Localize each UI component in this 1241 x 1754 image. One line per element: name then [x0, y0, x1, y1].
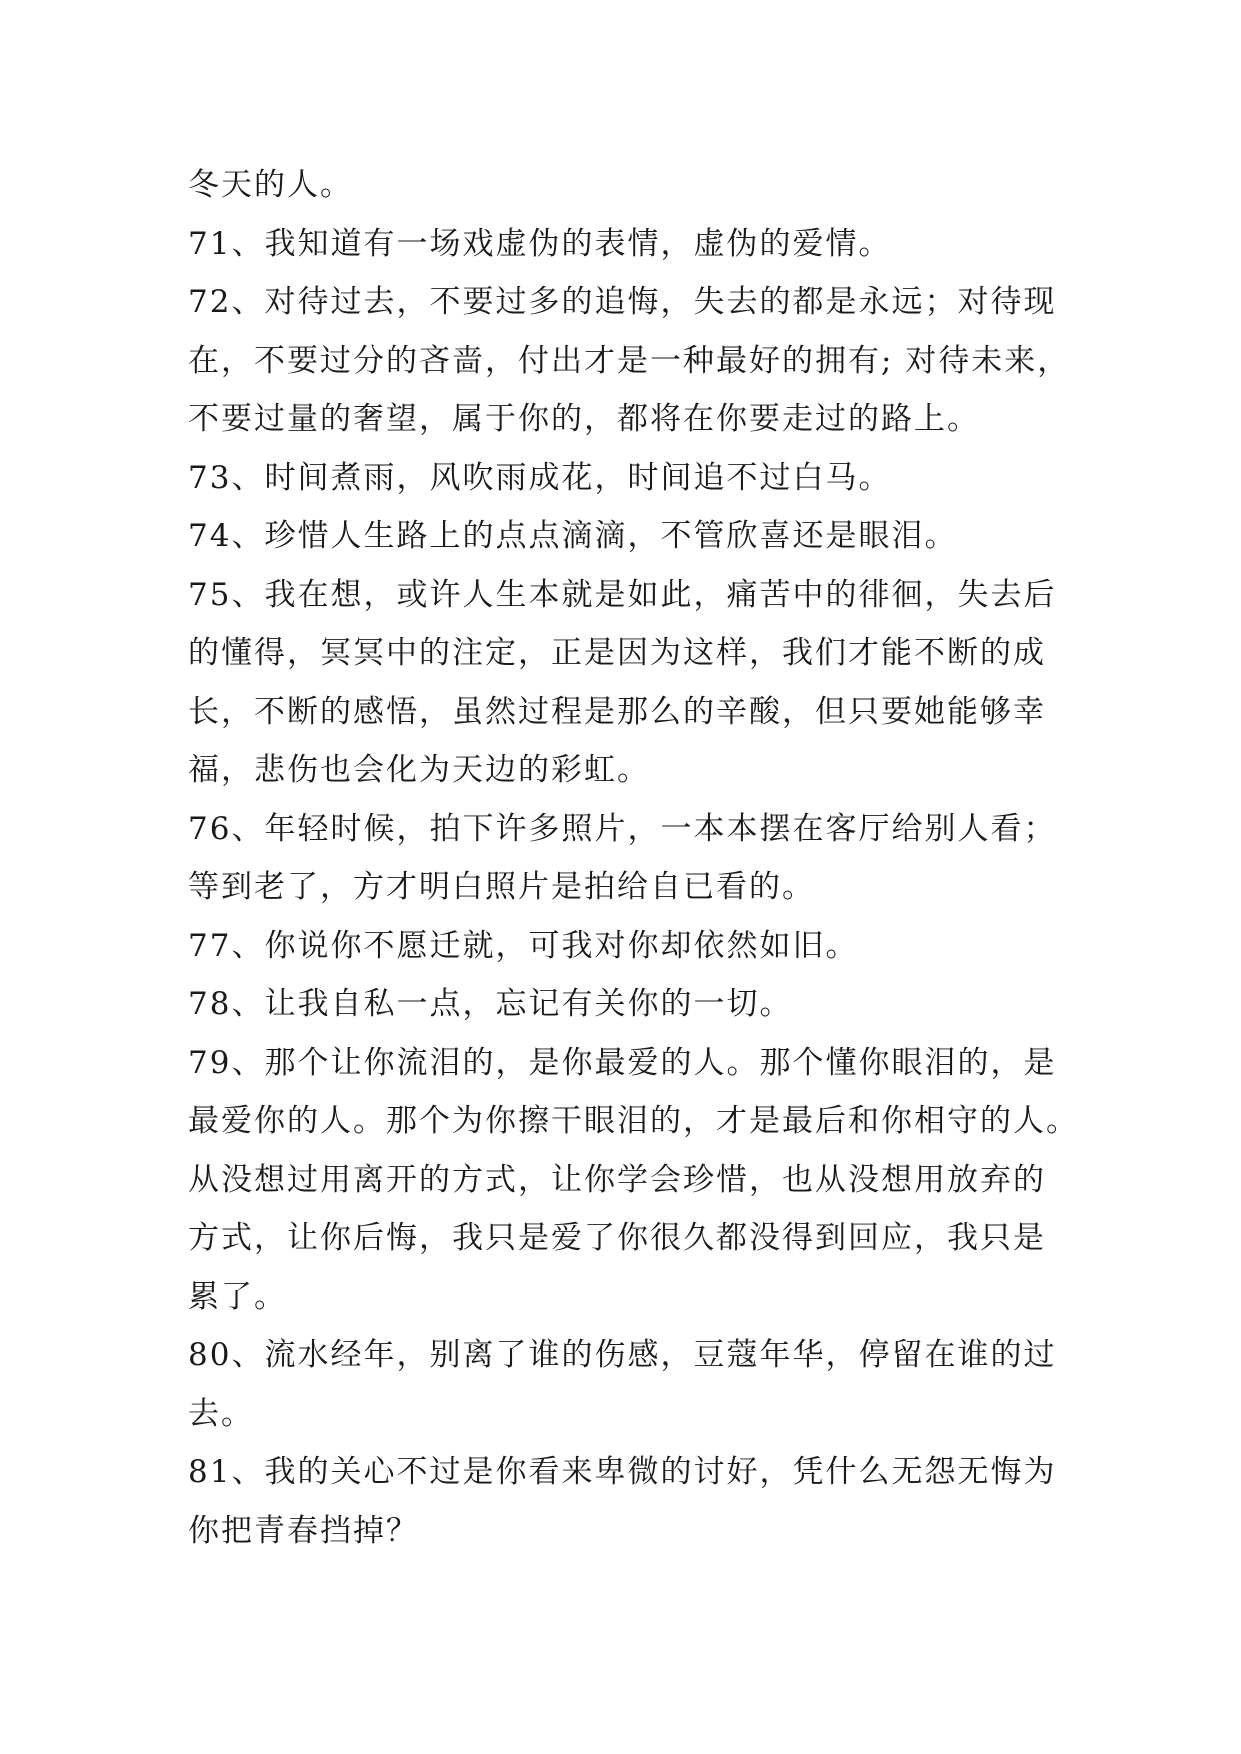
text-line-2: 71、我知道有一场戏虚伪的表情，虚伪的爱情。	[188, 225, 892, 262]
text-line-19: 方式，让你后悔，我只是爱了你很久都没得到回应，我只是	[188, 1220, 1046, 1256]
text-line-8: 75、我在想，或许人生本就是如此，痛苦中的徘徊，失去后	[188, 576, 1057, 613]
text-line-16: 79、那个让你流泪的，是你最爱的人。那个懂你眼泪的，是	[188, 1044, 1057, 1081]
text-line-12: 76、年轻时候，拍下许多照片，一本本摆在客厅给别人看；	[188, 810, 1057, 847]
text-line-14: 77、你说你不愿迁就，可我对你却依然如旧。	[188, 927, 859, 964]
text-line-13: 等到老了，方才明白照片是拍给自已看的。	[188, 869, 815, 905]
text-line-11: 福，悲伤也会化为天边的彩虹。	[188, 752, 650, 788]
text-line-6: 73、时间煮雨，风吹雨成花，时间追不过白马。	[188, 459, 892, 496]
text-line-1: 冬天的人。	[188, 167, 353, 203]
text-line-7: 74、珍惜人生路上的点点滴滴，不管欣喜还是眼泪。	[188, 518, 958, 554]
text-line-10: 长，不断的感悟，虽然过程是那么的辛酸，但只要她能够幸	[188, 693, 1046, 730]
text-line-23: 81、我的关心不过是你看来卑微的讨好，凭什么无怨无悔为	[188, 1454, 1057, 1490]
text-line-3: 72、对待过去，不要过多的追悔，失去的都是永远；对待现	[188, 284, 1057, 320]
text-line-20: 累了。	[188, 1278, 287, 1315]
text-line-21: 80、流水经年，别离了谁的伤感，豆蔻年华，停留在谁的过	[188, 1337, 1057, 1373]
document-body	[188, 156, 1088, 1560]
text-line-15: 78、让我自私一点，忘记有关你的一切。	[188, 986, 793, 1022]
text-line-9: 的懂得，冥冥中的注定，正是因为这样，我们才能不断的成	[188, 635, 1046, 671]
text-line-4: 在，不要过分的吝啬，付出才是一种最好的拥有; 对待未来，	[188, 342, 1071, 379]
text-line-24: 你把青春挡掉？	[188, 1512, 419, 1549]
text-line-17: 最爱你的人。那个为你擦干眼泪的，才是最后和你相守的人。	[188, 1103, 1079, 1139]
text-line-5: 不要过量的奢望，属于你的，都将在你要走过的路上。	[188, 401, 980, 437]
text-line-18: 从没想过用离开的方式，让你学会珍惜，也从没想用放弃的	[188, 1161, 1046, 1198]
text-line-22: 去。	[188, 1395, 254, 1432]
